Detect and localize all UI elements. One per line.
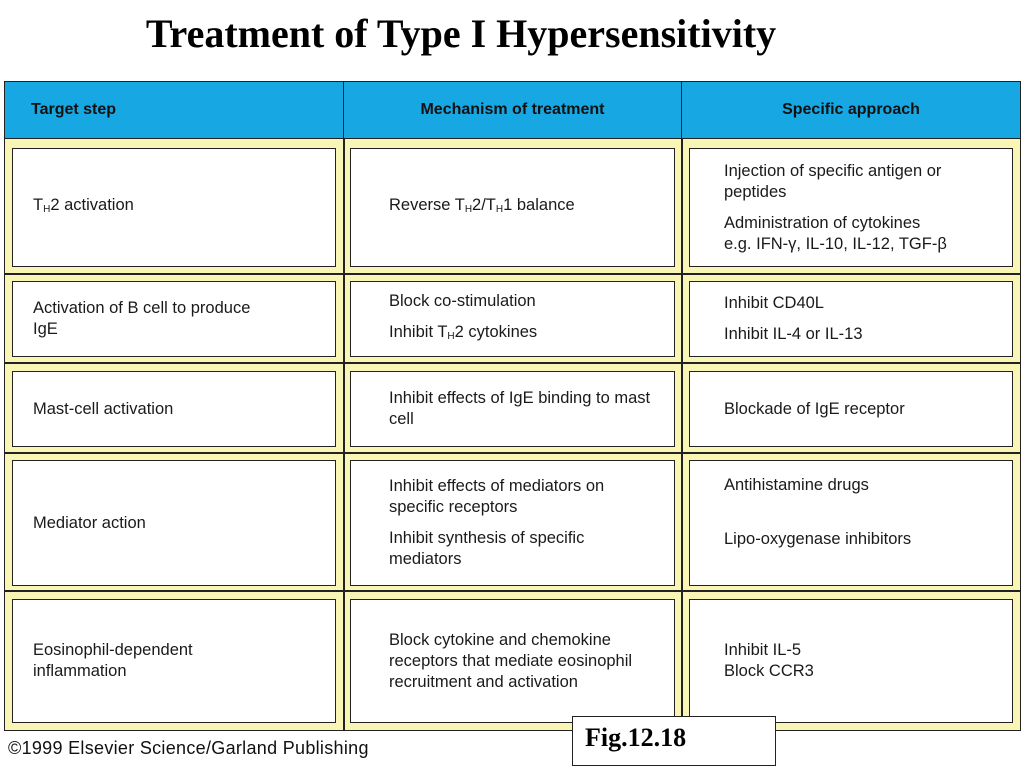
header-specific-approach: Specific approach — [682, 82, 1020, 139]
figure-label: Fig.12.18 — [572, 716, 776, 766]
table-row-1-mechanism: Reverse $T_H2/T_H1$ balance — [350, 148, 675, 267]
table-row-4-mechanism: Inhibit effects of mediators on specific receptors Inhibit synthesis of specific mediators — [350, 460, 675, 586]
row-divider — [5, 590, 1020, 592]
treatment-table — [4, 81, 1021, 731]
table-row-5-target: Eosinophil-dependent inflammation — [12, 599, 336, 723]
table-row-1-approach: Injection of specific antigen or peptides Administration of cytokines e.g. IFN-γ, IL-10, IL-12, TGF-β — [689, 148, 1013, 267]
page-title: Treatment of Type I Hypersensitivity — [145, 11, 777, 56]
table-row-3-target: Mast-cell activation — [12, 371, 336, 447]
copyright-notice: ©1999 Elsevier Science/Garland Publishing — [8, 738, 369, 758]
table-row-3-approach: Blockade of IgE receptor — [689, 371, 1013, 447]
table-row-2-target: Activation of B cell to produce IgE — [12, 281, 336, 357]
table-row-4-target: Mediator action — [12, 460, 336, 586]
column-divider — [681, 139, 683, 730]
table-row-2-approach: Inhibit CD40L Inhibit IL-4 or IL-13 — [689, 281, 1013, 357]
row-divider — [5, 362, 1020, 364]
row-divider — [5, 273, 1020, 275]
row-divider — [5, 452, 1020, 454]
table-row-1-target: $T_H2$ activation — [12, 148, 336, 267]
header-target-step: Target step — [5, 82, 344, 139]
table-row-5-mechanism: Block cytokine and chemokine receptors that mediate eosinophil recruitment and activation — [350, 599, 675, 723]
header-mechanism: Mechanism of treatment — [344, 82, 682, 139]
table-row-3-mechanism: Inhibit effects of IgE binding to mast cell — [350, 371, 675, 447]
table-row-4-approach: Antihistamine drugs Lipo-oxygenase inhibitors — [689, 460, 1013, 586]
table-row-5-approach: Inhibit IL-5 Block CCR3 — [689, 599, 1013, 723]
column-divider — [343, 139, 345, 730]
table-row-2-mechanism: Block co-stimulation Inhibit $T_H2$ cytokines — [350, 281, 675, 357]
